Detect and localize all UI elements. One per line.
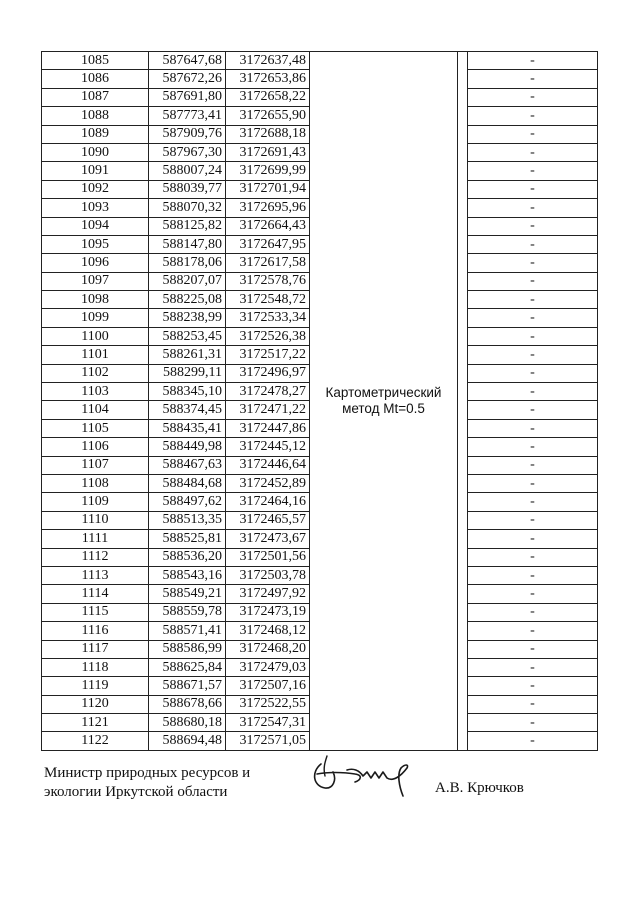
coordinate-x: 588586,99 [149, 640, 226, 658]
coordinate-y: 3172445,12 [226, 438, 310, 456]
coordinate-x: 588299,11 [149, 364, 226, 382]
point-number: 1118 [42, 658, 149, 676]
coordinate-y: 3172497,92 [226, 585, 310, 603]
point-number: 1092 [42, 180, 149, 198]
coordinate-y: 3172699,99 [226, 162, 310, 180]
coordinate-y: 3172688,18 [226, 125, 310, 143]
coordinate-x: 588549,21 [149, 585, 226, 603]
coordinate-x: 588345,10 [149, 383, 226, 401]
point-number: 1106 [42, 438, 149, 456]
coordinate-y: 3172578,76 [226, 272, 310, 290]
coordinate-y: 3172647,95 [226, 235, 310, 253]
coordinate-x: 588125,82 [149, 217, 226, 235]
signature-image [303, 742, 418, 802]
coordinate-x: 588070,32 [149, 199, 226, 217]
note-cell: - [468, 327, 598, 345]
coordinate-x: 588678,66 [149, 695, 226, 713]
point-number: 1086 [42, 70, 149, 88]
point-number: 1121 [42, 714, 149, 732]
coordinate-y: 3172471,22 [226, 401, 310, 419]
note-cell: - [468, 199, 598, 217]
note-cell: - [468, 383, 598, 401]
note-cell: - [468, 493, 598, 511]
coordinate-x: 587647,68 [149, 52, 226, 70]
point-number: 1115 [42, 603, 149, 621]
note-cell: - [468, 107, 598, 125]
note-cell: - [468, 530, 598, 548]
coordinate-y: 3172533,34 [226, 309, 310, 327]
note-cell: - [468, 272, 598, 290]
point-number: 1103 [42, 383, 149, 401]
method-cell [310, 52, 458, 751]
note-cell: - [468, 254, 598, 272]
point-number: 1087 [42, 88, 149, 106]
coordinate-x: 588207,07 [149, 272, 226, 290]
coordinate-y: 3172617,58 [226, 254, 310, 272]
coordinate-y: 3172496,97 [226, 364, 310, 382]
note-cell: - [468, 401, 598, 419]
coordinate-y: 3172655,90 [226, 107, 310, 125]
coordinate-x: 588680,18 [149, 714, 226, 732]
minister-name: А.В. Крючков [435, 780, 524, 796]
table-row [42, 52, 598, 70]
coordinate-x: 588484,68 [149, 474, 226, 492]
note-cell: - [468, 364, 598, 382]
note-cell: - [468, 70, 598, 88]
note-cell: - [468, 438, 598, 456]
coordinate-y: 3172465,57 [226, 511, 310, 529]
point-number: 1096 [42, 254, 149, 272]
point-number: 1105 [42, 419, 149, 437]
note-cell: - [468, 88, 598, 106]
coordinate-y: 3172478,27 [226, 383, 310, 401]
coordinate-x: 588435,41 [149, 419, 226, 437]
note-cell: - [468, 162, 598, 180]
note-cell: - [468, 622, 598, 640]
point-number: 1095 [42, 235, 149, 253]
point-number: 1110 [42, 511, 149, 529]
point-number: 1089 [42, 125, 149, 143]
point-number: 1090 [42, 143, 149, 161]
coordinate-x: 588253,45 [149, 327, 226, 345]
coordinate-y: 3172479,03 [226, 658, 310, 676]
point-number: 1109 [42, 493, 149, 511]
note-cell: - [468, 658, 598, 676]
coordinate-x: 588497,62 [149, 493, 226, 511]
note-cell: - [468, 548, 598, 566]
note-cell: - [468, 419, 598, 437]
coordinate-x: 587967,30 [149, 143, 226, 161]
coordinate-y: 3172658,22 [226, 88, 310, 106]
position-line-1: Министр природных ресурсов и [44, 765, 251, 781]
coordinate-x: 588694,48 [149, 732, 226, 750]
note-cell: - [468, 511, 598, 529]
position-line-2: экологии Иркутской области [44, 784, 228, 800]
coordinate-x: 587691,80 [149, 88, 226, 106]
coordinate-x: 588513,35 [149, 511, 226, 529]
coordinate-y: 3172517,22 [226, 346, 310, 364]
coordinate-y: 3172446,64 [226, 456, 310, 474]
coordinate-x: 588147,80 [149, 235, 226, 253]
point-number: 1104 [42, 401, 149, 419]
coordinate-y: 3172507,16 [226, 677, 310, 695]
note-cell: - [468, 566, 598, 584]
point-number: 1108 [42, 474, 149, 492]
coordinate-x: 588238,99 [149, 309, 226, 327]
note-cell: - [468, 732, 598, 750]
note-cell: - [468, 235, 598, 253]
point-number: 1112 [42, 548, 149, 566]
coordinate-y: 3172691,43 [226, 143, 310, 161]
coordinate-x: 588671,57 [149, 677, 226, 695]
point-number: 1119 [42, 677, 149, 695]
point-number: 1098 [42, 291, 149, 309]
coordinate-y: 3172526,38 [226, 327, 310, 345]
coordinate-y: 3172468,12 [226, 622, 310, 640]
coordinate-x: 588625,84 [149, 658, 226, 676]
point-number: 1099 [42, 309, 149, 327]
coordinate-y: 3172464,16 [226, 493, 310, 511]
point-number: 1088 [42, 107, 149, 125]
coordinate-x: 587773,41 [149, 107, 226, 125]
coordinate-y: 3172522,55 [226, 695, 310, 713]
note-cell: - [468, 309, 598, 327]
point-number: 1093 [42, 199, 149, 217]
coordinate-x: 588374,45 [149, 401, 226, 419]
coordinate-x: 588225,08 [149, 291, 226, 309]
coordinate-y: 3172503,78 [226, 566, 310, 584]
coordinate-x: 588449,98 [149, 438, 226, 456]
point-number: 1117 [42, 640, 149, 658]
coordinates-table [41, 51, 598, 751]
point-number: 1101 [42, 346, 149, 364]
coordinate-x: 588039,77 [149, 180, 226, 198]
point-number: 1111 [42, 530, 149, 548]
point-number: 1091 [42, 162, 149, 180]
coordinate-x: 588536,20 [149, 548, 226, 566]
note-cell: - [468, 474, 598, 492]
note-cell: - [468, 125, 598, 143]
point-number: 1120 [42, 695, 149, 713]
note-cell: - [468, 291, 598, 309]
point-number: 1113 [42, 566, 149, 584]
minister-position [44, 764, 250, 802]
note-cell: - [468, 585, 598, 603]
coordinate-y: 3172447,86 [226, 419, 310, 437]
coordinate-y: 3172571,05 [226, 732, 310, 750]
note-cell: - [468, 695, 598, 713]
coordinate-y: 3172501,56 [226, 548, 310, 566]
coordinate-y: 3172473,67 [226, 530, 310, 548]
note-cell: - [468, 143, 598, 161]
coordinate-y: 3172637,48 [226, 52, 310, 70]
point-number: 1085 [42, 52, 149, 70]
method-text-line: метод Mt=0.5 [342, 400, 425, 416]
note-cell: - [468, 714, 598, 732]
point-number: 1094 [42, 217, 149, 235]
note-cell: - [468, 346, 598, 364]
point-number: 1122 [42, 732, 149, 750]
point-number: 1107 [42, 456, 149, 474]
coordinate-y: 3172547,31 [226, 714, 310, 732]
point-number: 1114 [42, 585, 149, 603]
coordinate-y: 3172653,86 [226, 70, 310, 88]
point-number: 1102 [42, 364, 149, 382]
coordinate-x: 588007,24 [149, 162, 226, 180]
coordinate-y: 3172695,96 [226, 199, 310, 217]
coordinate-x: 588543,16 [149, 566, 226, 584]
spacer-column [458, 52, 468, 751]
note-cell: - [468, 603, 598, 621]
point-number: 1116 [42, 622, 149, 640]
note-cell: - [468, 180, 598, 198]
point-number: 1097 [42, 272, 149, 290]
method-text-line: Картометрический [325, 384, 442, 400]
coordinate-y: 3172468,20 [226, 640, 310, 658]
coordinate-y: 3172548,72 [226, 291, 310, 309]
coordinate-y: 3172701,94 [226, 180, 310, 198]
note-cell: - [468, 677, 598, 695]
coordinate-x: 588178,06 [149, 254, 226, 272]
coordinate-x: 588571,41 [149, 622, 226, 640]
coordinate-x: 587909,76 [149, 125, 226, 143]
coordinate-y: 3172473,19 [226, 603, 310, 621]
coordinate-y: 3172664,43 [226, 217, 310, 235]
coordinates-table-body [42, 52, 598, 751]
note-cell: - [468, 52, 598, 70]
coordinate-x: 588261,31 [149, 346, 226, 364]
note-cell: - [468, 640, 598, 658]
coordinate-x: 588467,63 [149, 456, 226, 474]
point-number: 1100 [42, 327, 149, 345]
note-cell: - [468, 456, 598, 474]
note-cell: - [468, 217, 598, 235]
coordinate-y: 3172452,89 [226, 474, 310, 492]
coordinate-x: 587672,26 [149, 70, 226, 88]
coordinate-x: 588525,81 [149, 530, 226, 548]
coordinate-x: 588559,78 [149, 603, 226, 621]
